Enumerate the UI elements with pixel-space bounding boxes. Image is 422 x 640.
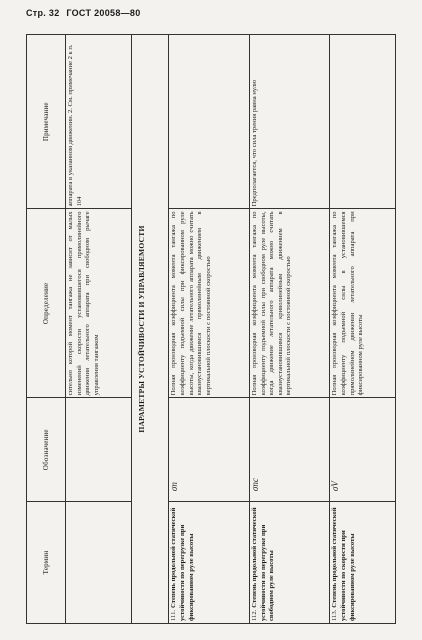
symbol-cell: σV (330, 398, 396, 502)
note-cell (330, 35, 396, 209)
page-number: Стр. 32 (26, 8, 60, 18)
term-number: 112. (250, 609, 258, 621)
rotated-table-block (26, 34, 396, 624)
term-number: 113. (331, 609, 339, 621)
standard-code: ГОСТ 20058—80 (66, 8, 141, 18)
term-text: Степень продольной статической устойчивости по перегрузке при фиксированном руле высоты (170, 507, 195, 621)
table-row (249, 35, 330, 624)
note-cell (169, 35, 250, 209)
definition-cell: Полная производная коэффициента момента тангажа по коэффициенту подъемной силы при фиксированном руле высоты, когда движение летательного аппарата можно считать квазиустановившимся прямолинейным движением в вертикальной плоскости с постоянной скоростью (169, 209, 250, 398)
table-row (169, 35, 250, 624)
terms-table (26, 34, 396, 624)
continuation-note: аппарата в указанном движении. 2. См. примечание 2 к п. 104 (66, 35, 132, 209)
page-header (26, 8, 141, 18)
continuation-term (66, 502, 132, 624)
continuation-symbol (66, 398, 132, 502)
column-header-note: Примечание (27, 35, 66, 209)
column-header-term: Термин (27, 502, 66, 624)
table-header-row (27, 35, 66, 624)
symbol-cell: σn (169, 398, 250, 502)
term-cell (249, 502, 330, 624)
term-number: 111. (170, 609, 178, 621)
term-text: Степень продольной статической устойчивости по скорости при фиксированном руле высоты (331, 507, 356, 621)
column-header-definition: Определение (27, 209, 66, 398)
definition-cell: Полная производная коэффициента момента тангажа по коэффициенту подъемной силы при свободном руле высоты, когда движение летательного аппарата можно считать квазиустановившимся криволинейным движением в вертикальной плоскости с постоянной скоростью (249, 209, 330, 398)
continuation-definition: сительно которой момент тангажа не зависит от малых изменений скорости установившегося прямолинейного движения летательного аппарата при свободном рычаге управления тангажом (66, 209, 132, 398)
continuation-row (66, 35, 132, 624)
column-header-symbol: Обозначение (27, 398, 66, 502)
term-cell (169, 502, 250, 624)
section-title: ПАРАМЕТРЫ УСТОЙЧИВОСТИ И УПРАВЛЯЕМОСТИ (131, 35, 169, 624)
term-text: Степень продольной статической устойчивости по перегрузке при свободном руле высоты (250, 507, 276, 621)
section-row (131, 35, 169, 624)
note-cell: Предполагается, что сила трения равна нулю (249, 35, 330, 209)
symbol-cell: σnc (249, 398, 330, 502)
table-row (330, 35, 396, 624)
term-cell (330, 502, 396, 624)
definition-cell: Полная производная коэффициента момента тангажа по коэффициенту подъемной силы в установившемся прямолинейном движении летательного аппарата при фиксированном руле высоты (330, 209, 396, 398)
